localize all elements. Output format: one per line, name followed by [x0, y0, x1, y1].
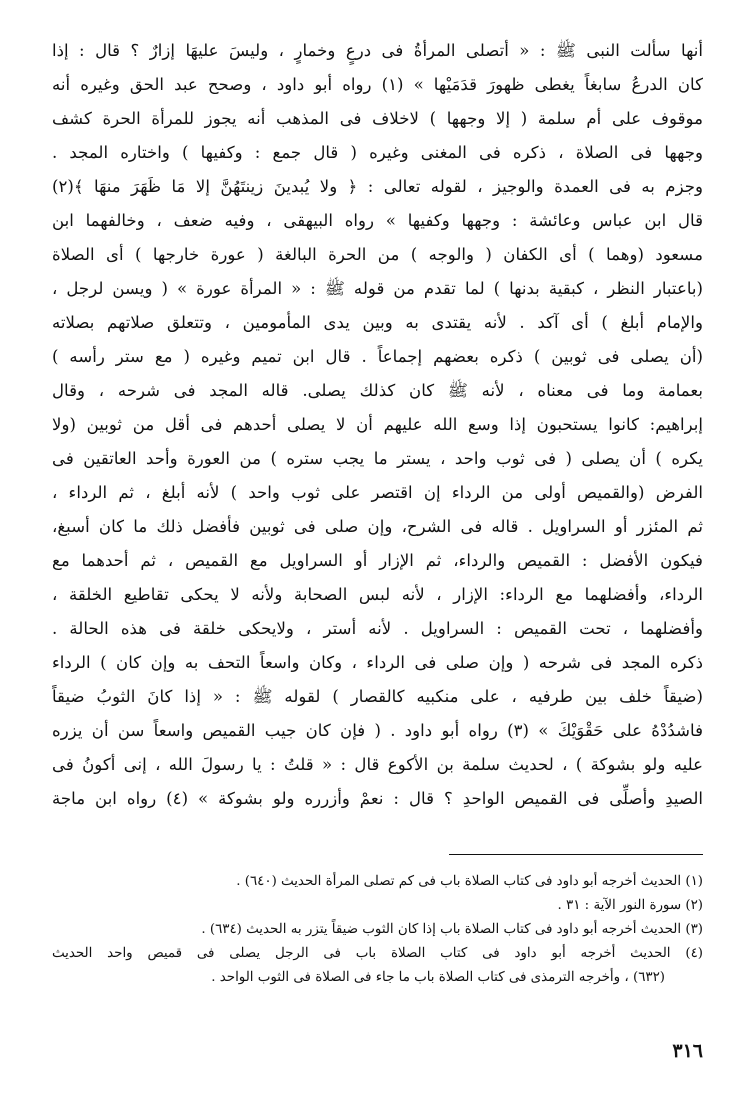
text-line: (ضيقاً خلف بين طرفيه ، على منكبيه كالقصار ) لقوله ﷺ : « إذا كانَ الثوبُ ضيقاً: [52, 687, 703, 706]
footnote-line: (١) الحديث أخرجه أبو داود فى كتاب الصلاة باب فى كم تصلى المرأة الحديث (٦٤٠) .: [236, 874, 703, 889]
main-text: [52, 34, 703, 816]
text-line: مسعود (وهما ) أى الكفان ( والوجه ) من الحرة البالغة ( عورة خارجها ) أى الصلاة: [52, 245, 703, 264]
text-line: يكره ) أن يصلى ( فى ثوب واحد ، يستر ما يجب ستره ) من العورة وأحد العاتقين فى: [52, 449, 703, 468]
text-line: إبراهيم: كانوا يستحبون إذا وسع الله عليهم أن لا يصلى أحدهم فى أقل من ثوبين (ولا: [52, 415, 703, 434]
footnotes: [52, 870, 703, 990]
text-line: كان الدرعُ سابغاً يغطى ظهورَ قدَمَيْها » (١) رواه أبو داود ، وصحح عبد الحق وغيره أنه: [52, 75, 703, 94]
text-line: الفرض (والقميص أولى من الرداء إن اقتصر على ثوب واحد ) لأنه أبلغ ، ثم الرداء ،: [52, 483, 703, 502]
text-line: أنها سألت النبى ﷺ : « أتصلى المرأةُ فى درعٍ وخمارٍ ، وليسَ عليهَا إزارٌ ؟ قال : إذا: [52, 41, 703, 60]
footnote-divider: [449, 854, 703, 855]
page-number: ٣١٦: [672, 1040, 703, 1062]
text-line: قال ابن عباس وعائشة : وجهها وكفيها » رواه البيهقى ، وفيه ضعف ، وخالفهما ابن: [52, 211, 703, 230]
text-line: ذكره المجد فى شرحه ( وإن صلى فى الرداء ، وكان واسعاً التحف به وإن كان ) الرداء: [52, 653, 703, 672]
text-line: والإمام أبلغ ) أى آكد . لأنه يقتدى به وبين يدى المأمومين ، وتتعلق صلاتهم بصلاته: [52, 313, 703, 332]
text-line: فاشدُدْهُ على حَقْوَيْكَ » (٣) رواه أبو داود . ( فإن كان جيب القميص واسعاً سن أن يزره: [52, 721, 703, 740]
footnote-line: (٦٣٢) ، وأخرجه الترمذى فى كتاب الصلاة باب ما جاء فى الصلاة فى الثوب الواحد .: [211, 970, 665, 985]
text-line: عليه ولو بشوكة ) ، لحديث سلمة بن الأكوع قال : « قلتُ : يا رسولَ الله ، إنى أكونُ فى: [52, 755, 703, 774]
footnote-line: (٤) الحديث أخرجه أبو داود فى كتاب الصلاة باب فى الرجل يصلى فى قميص واحد الحديث: [52, 946, 703, 961]
text-line: وجزم به فى العمدة والوجيز ، لقوله تعالى : ﴿ ولا يُبدينَ زينتَهُنَّ إلا مَا ظَهَرَ منهَا ﴾(٢): [52, 177, 703, 196]
footnote-line: (٣) الحديث أخرجه أبو داود فى كتاب الصلاة باب إذا كان الثوب ضيقاً يتزر به الحديث (٦٣٤) .: [201, 922, 703, 937]
text-line: موقوف على أم سلمة ( إلا وجهها ) لاخلاف فى المذهب أنه يجوز للمرأة الحرة كشف: [52, 109, 703, 128]
text-line: (باعتبار النظر ، كبقية بدنها ) لما تقدم من قوله ﷺ : « المرأة عورة » ( ويسن لرجل ،: [52, 279, 703, 298]
text-line: وجهها فى الصلاة ، ذكره فى المغنى وغيره ( قال جمع : وكفيها ) واختاره المجد .: [52, 143, 703, 162]
text-line: الصيدِ وأصلِّى فى القميص الواحدِ ؟ قال : نعمْ وأزرره ولو بشوكة » (٤) رواه ابن ماجة: [52, 789, 703, 808]
text-line: بعمامة وما فى معناه ، لأنه ﷺ كان كذلك يصلى. قاله المجد فى شرحه ، وقال: [52, 381, 703, 400]
text-line: وأفضلهما ، تحت القميص : السراويل . لأنه أستر ، ولايحكى خلقة فى هذه الحالة .: [52, 619, 703, 638]
text-line: ثم المئزر أو السراويل . قاله فى الشرح، وإن صلى فى ثوبين فأفضل ذلك ما كان أسبغ،: [52, 517, 703, 536]
text-line: (أن يصلى فى ثوبين ) ذكره بعضهم إجماعاً . قال ابن تميم وغيره ( مع ستر رأسه ): [52, 347, 703, 366]
footnote-line: (٢) سورة النور الآية : ٣١ .: [557, 898, 703, 913]
text-line: فيكون الأفضل : القميص والرداء، ثم الإزار أو السراويل مع القميص ، ثم أحدهما مع: [52, 551, 703, 570]
text-line: الرداء، وأفضلهما مع الرداء: الإزار ، لأنه لبس الصحابة ولأنه لا يحكى تقاطيع الخلقة ،: [52, 585, 703, 604]
